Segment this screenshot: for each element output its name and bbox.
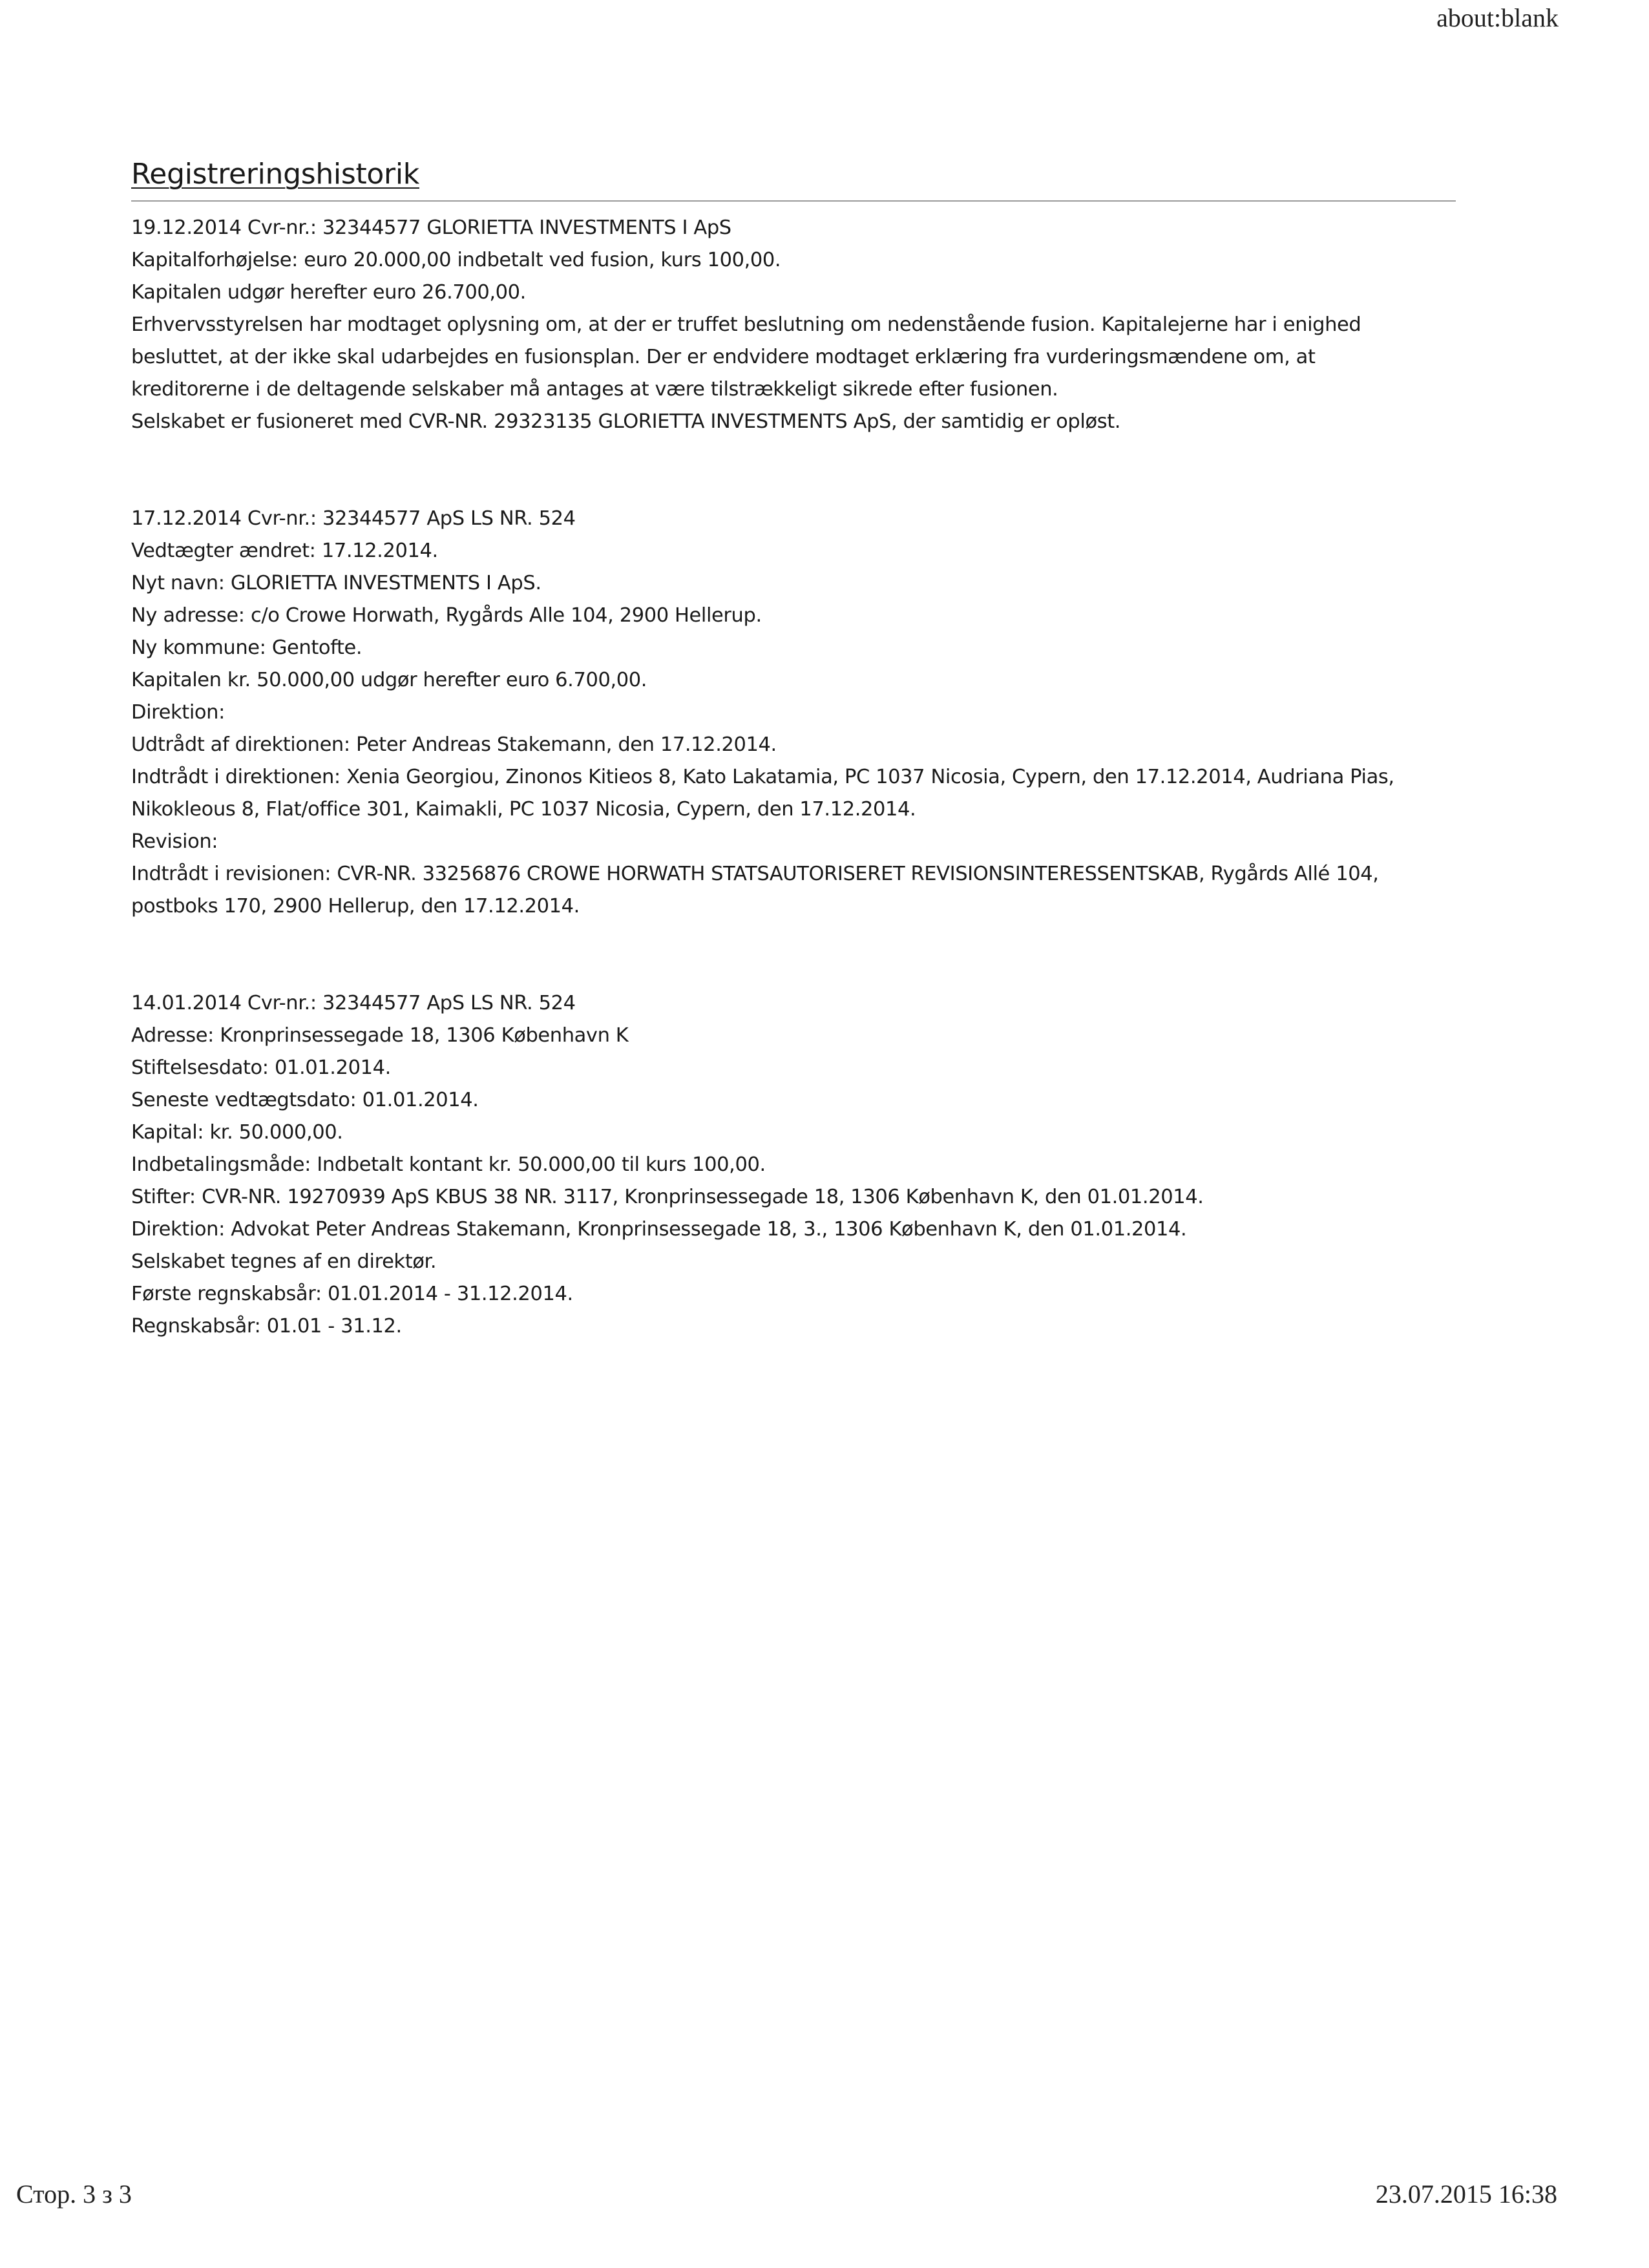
entry-detail-line: Stifter: CVR-NR. 19270939 ApS KBUS 38 NR. 3117, Kronprinsessegade 18, 1306 København K, den 01.01.2014. — [131, 1186, 1204, 1208]
entry-detail-line: Kapitalen kr. 50.000,00 udgør herefter euro 6.700,00. — [131, 669, 647, 691]
entry-detail-line: Ny adresse: c/o Crowe Horwath, Rygårds Alle 104, 2900 Hellerup. — [131, 604, 762, 627]
entry-detail-line: Indbetalingsmåde: Indbetalt kontant kr. 50.000,00 til kurs 100,00. — [131, 1153, 766, 1176]
entry-detail-line: Stiftelsesdato: 01.01.2014. — [131, 1056, 391, 1079]
entry-header-line: 19.12.2014 Cvr-nr.: 32344577 GLORIETTA INVESTMENTS I ApS — [131, 216, 731, 239]
entry-detail-line: Kapitalen udgør herefter euro 26.700,00. — [131, 281, 526, 304]
entry-detail-line: Indtrådt i direktionen: Xenia Georgiou, Zinonos Kitieos 8, Kato Lakatamia, PC 1037 Nicosia, Cypern, den 17.12.2014, Audriana Pias, — [131, 766, 1394, 788]
entry-detail-line: Udtrådt af direktionen: Peter Andreas Stakemann, den 17.12.2014. — [131, 733, 777, 756]
entry-detail-line: Nikokleous 8, Flat/office 301, Kaimakli, PC 1037 Nicosia, Cypern, den 17.12.2014. — [131, 798, 916, 821]
registration-entry — [131, 212, 1456, 438]
entry-detail-line: Direktion: — [131, 701, 225, 724]
entry-detail-line: Indtrådt i revisionen: CVR-NR. 33256876 CROWE HORWATH STATSAUTORISERET REVISIONSINTERESSENTSKAB, Rygårds Allé 104, — [131, 863, 1379, 885]
title-divider — [131, 200, 1456, 202]
registration-entry — [131, 987, 1456, 1343]
entry-detail-line: besluttet, at der ikke skal udarbejdes en fusionsplan. Der er endvidere modtaget erklæring fra vurderingsmændene om, at — [131, 346, 1316, 368]
entry-detail-line: Erhvervsstyrelsen har modtaget oplysning om, at der er truffet beslutning om nedenstående fusion. Kapitalejerne har i enighed — [131, 313, 1361, 336]
document-body — [131, 155, 1456, 1407]
entry-detail-line: Selskabet tegnes af en direktør. — [131, 1250, 437, 1273]
entry-detail-line: Vedtægter ændret: 17.12.2014. — [131, 540, 438, 562]
entry-detail-line: Nyt navn: GLORIETTA INVESTMENTS I ApS. — [131, 572, 541, 594]
registration-entry — [131, 503, 1456, 923]
entry-detail-line: Regnskabsår: 01.01 - 31.12. — [131, 1315, 402, 1338]
entry-detail-line: Kapitalforhøjelse: euro 20.000,00 indbetalt ved fusion, kurs 100,00. — [131, 249, 781, 271]
print-footer-datetime: 23.07.2015 16:38 — [1375, 2179, 1557, 2209]
entry-header-line: 14.01.2014 Cvr-nr.: 32344577 ApS LS NR. 524 — [131, 992, 576, 1014]
entry-detail-line: Seneste vedtægtsdato: 01.01.2014. — [131, 1089, 479, 1111]
page-title: Registreringshistorik — [131, 158, 419, 191]
entry-detail-line: Selskabet er fusioneret med CVR-NR. 29323135 GLORIETTA INVESTMENTS ApS, der samtidig er opløst. — [131, 410, 1121, 433]
entry-detail-line: Adresse: Kronprinsessegade 18, 1306 København K — [131, 1024, 629, 1047]
entry-detail-line: Første regnskabsår: 01.01.2014 - 31.12.2014. — [131, 1283, 573, 1305]
entry-detail-line: Revision: — [131, 830, 218, 853]
entry-detail-line: Kapital: kr. 50.000,00. — [131, 1121, 343, 1144]
entry-detail-line: kreditorerne i de deltagende selskaber må antages at være tilstrækkeligt sikrede efter fusionen. — [131, 378, 1058, 401]
entry-detail-line: Ny kommune: Gentofte. — [131, 636, 362, 659]
print-footer-page-number: Стор. 3 з 3 — [16, 2179, 132, 2209]
entry-detail-line: postboks 170, 2900 Hellerup, den 17.12.2014. — [131, 895, 580, 918]
entry-detail-line: Direktion: Advokat Peter Andreas Stakemann, Kronprinsessegade 18, 3., 1306 København K, den 01.01.2014. — [131, 1218, 1187, 1241]
registration-entries — [131, 212, 1456, 1343]
print-header-url: about:blank — [1436, 3, 1559, 32]
entry-header-line: 17.12.2014 Cvr-nr.: 32344577 ApS LS NR. 524 — [131, 507, 576, 530]
